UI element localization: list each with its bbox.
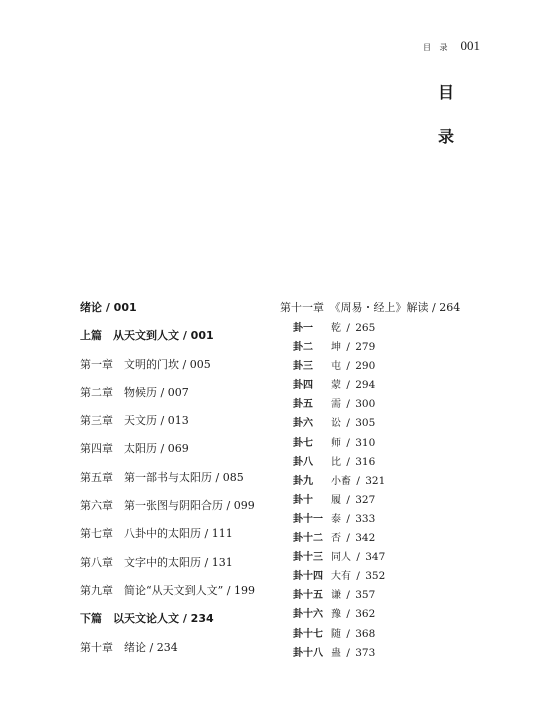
toc-entry-text: 第三章 天文历 / 013 (80, 414, 189, 428)
toc-entry-text: 第九章 简论“从天文到人文” / 199 (80, 583, 255, 597)
toc-entry[interactable] (80, 580, 280, 608)
toc-entry-text: 第八章 文字中的太阳历 / 131 (80, 555, 233, 569)
gua-entry[interactable] (280, 319, 500, 338)
gua-entry[interactable] (280, 395, 500, 414)
gua-title: 同人 (331, 552, 351, 564)
separator: / (343, 322, 354, 334)
gua-entry[interactable] (280, 548, 500, 567)
gua-number: 卦八 (293, 456, 313, 468)
gua-title: 蒙 (331, 380, 341, 392)
gua-list (280, 319, 500, 663)
gua-entry[interactable] (280, 434, 500, 453)
separator: / (353, 570, 364, 583)
gua-number: 卦六 (293, 418, 313, 430)
gua-title: 豫 (331, 609, 341, 621)
toc-entry[interactable] (80, 608, 280, 636)
gua-page: 265 (355, 322, 376, 334)
running-head-label: 目 录 (422, 43, 451, 52)
gua-page: 333 (355, 512, 376, 525)
gua-title: 需 (331, 399, 341, 411)
gua-title: 坤 (331, 342, 341, 354)
toc-entry[interactable] (80, 410, 280, 438)
separator: / (343, 532, 354, 545)
gua-title: 屯 (331, 361, 341, 373)
toc-entry[interactable] (80, 495, 280, 523)
gua-page: 305 (355, 417, 376, 430)
gua-number: 卦二 (293, 342, 313, 354)
gua-title: 师 (331, 437, 341, 449)
toc-entry-text: 绪论 / 001 (80, 301, 137, 314)
separator: / (343, 455, 354, 468)
gua-title: 大有 (331, 571, 351, 583)
gua-entry[interactable] (280, 529, 500, 548)
gua-page: 327 (355, 493, 376, 506)
gua-number: 卦十四 (293, 571, 323, 583)
gua-number: 卦十一 (293, 513, 323, 525)
gua-page: 290 (355, 360, 376, 373)
gua-title: 谦 (331, 590, 341, 602)
separator: / (343, 417, 354, 430)
toc-right-column (280, 297, 500, 663)
gua-entry[interactable] (280, 357, 500, 376)
gua-entry[interactable] (280, 625, 500, 644)
gua-page: 368 (355, 627, 376, 640)
toc-entry[interactable] (80, 325, 280, 353)
gua-page: 373 (355, 646, 376, 659)
separator: / (353, 474, 364, 487)
gua-page: 347 (365, 551, 386, 564)
gua-number: 卦三 (293, 361, 313, 373)
gua-entry[interactable] (280, 605, 500, 624)
gua-entry[interactable] (280, 338, 500, 357)
gua-entry[interactable] (280, 510, 500, 529)
gua-number: 卦九 (293, 475, 313, 487)
page-number: 001 (460, 38, 480, 53)
separator: / (343, 398, 354, 411)
toc-entry-text: 第十章 绪论 / 234 (80, 640, 178, 654)
gua-entry[interactable] (280, 567, 500, 586)
toc-chapter-entry[interactable]: 第十一章 《周易・经上》解读 / 264 (280, 301, 461, 314)
separator: / (343, 627, 354, 640)
gua-entry[interactable] (280, 644, 500, 663)
separator: / (343, 379, 354, 392)
gua-entry[interactable] (280, 472, 500, 491)
page-title-char-1: 目 (438, 83, 455, 102)
running-head (423, 38, 480, 54)
separator: / (353, 551, 364, 564)
toc-entry-text: 第一章 文明的门坎 / 005 (80, 357, 211, 371)
gua-number: 卦十六 (293, 609, 323, 621)
gua-page: 310 (355, 436, 376, 449)
gua-number: 卦五 (293, 399, 313, 411)
gua-entry[interactable] (280, 453, 500, 472)
gua-entry[interactable] (280, 414, 500, 433)
toc-entry[interactable] (80, 354, 280, 382)
gua-number: 卦十五 (293, 590, 323, 602)
gua-page: 279 (355, 341, 376, 354)
toc-entry[interactable] (80, 467, 280, 495)
toc-entry[interactable] (80, 637, 280, 665)
gua-title: 否 (331, 533, 341, 545)
toc-entry-text: 第七章 八卦中的太阳历 / 111 (80, 527, 233, 541)
gua-title: 泰 (331, 513, 341, 525)
toc-entry[interactable] (80, 438, 280, 466)
toc-entry[interactable] (80, 382, 280, 410)
gua-title: 比 (331, 456, 341, 468)
separator: / (343, 589, 354, 602)
gua-title: 履 (331, 494, 341, 506)
gua-page: 342 (355, 532, 376, 545)
toc-entry[interactable] (80, 523, 280, 551)
gua-entry[interactable] (280, 586, 500, 605)
gua-number: 卦四 (293, 380, 313, 392)
gua-page: 316 (355, 455, 376, 468)
gua-entry[interactable] (280, 491, 500, 510)
gua-title: 蛊 (331, 647, 341, 659)
gua-number: 卦十七 (293, 628, 323, 640)
separator: / (343, 512, 354, 525)
gua-title: 乾 (331, 323, 341, 334)
separator: / (343, 608, 354, 621)
toc-entry-text: 上篇 从天文到人文 / 001 (80, 329, 214, 343)
toc-entry-text: 第二章 物候历 / 007 (80, 385, 189, 399)
toc-entry-text: 第六章 第一张图与阴阳合历 / 099 (80, 499, 255, 513)
gua-title: 讼 (331, 418, 341, 430)
gua-title: 随 (331, 628, 341, 640)
toc-entry-text: 第四章 太阳历 / 069 (80, 442, 189, 456)
gua-number: 卦一 (293, 323, 313, 334)
gua-number: 卦十二 (293, 533, 323, 545)
gua-page: 357 (355, 589, 376, 602)
separator: / (343, 341, 354, 354)
gua-number: 卦十八 (293, 647, 323, 659)
gua-number: 卦七 (293, 437, 313, 449)
gua-number: 卦十三 (293, 552, 323, 564)
gua-page: 300 (355, 398, 376, 411)
gua-title: 小畜 (331, 475, 351, 487)
gua-page: 362 (355, 608, 376, 621)
gua-entry[interactable] (280, 376, 500, 395)
toc-entry[interactable] (80, 297, 280, 325)
toc-entry-text: 第五章 第一部书与太阳历 / 085 (80, 470, 244, 484)
toc-entry[interactable] (80, 552, 280, 580)
toc-left-column (80, 297, 280, 665)
toc-entry-text: 下篇 以天文论人文 / 234 (80, 612, 214, 626)
separator: / (343, 493, 354, 506)
gua-page: 294 (355, 379, 376, 392)
separator: / (343, 646, 354, 659)
gua-page: 321 (365, 474, 386, 487)
separator: / (343, 360, 354, 373)
gua-page: 352 (365, 570, 386, 583)
separator: / (343, 436, 354, 449)
gua-number: 卦十 (293, 494, 313, 506)
page-title-char-2: 录 (438, 127, 455, 146)
